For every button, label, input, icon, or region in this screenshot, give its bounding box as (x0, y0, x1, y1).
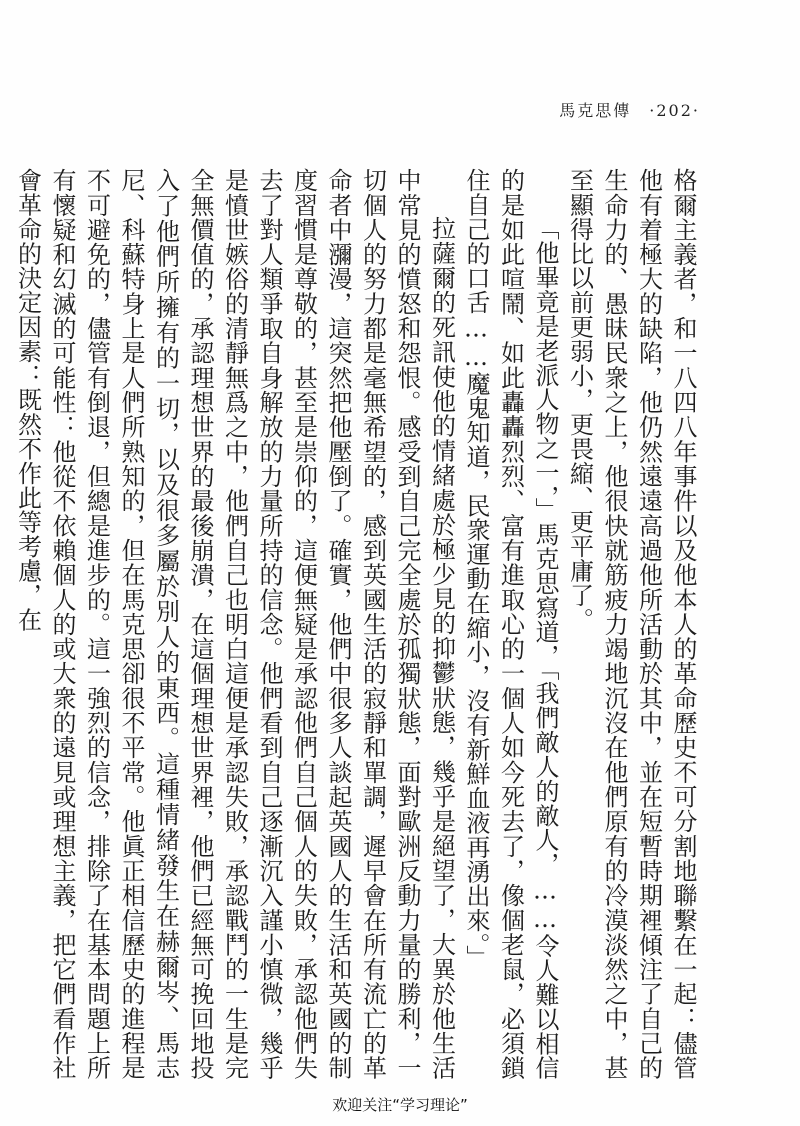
running-head (559, 98, 700, 121)
paragraph-1: 格爾主義者，和一八四八年事件以及他本人的革命歷史不可分割地聯繫在一起：儘管他有着極大的缺陷，他仍然遠遠高過他所活動於其中，並在短暫時期裡傾注了自己的生命力的、愚昧民衆之上，他很快就筋疲力竭地沉沒在他們原有的冷漠淡然之中，甚至顯得比以前更弱小，更畏縮、更平庸了。 (565, 168, 697, 1080)
paragraph-3: 拉薩爾的死訊使他的情緒處於極少見的抑鬱狀態，幾乎是絕望了，大異於他生活中常見的憤怒和怨恨。感受到自己完全處於孤獨狀態，面對歐洲反動力量的勝利，一切個人的努力都是毫無希望的，感到英國生活的寂靜和單調，遲早會在所有流亡的革命者中瀰漫，這突然把他壓倒了。確實，他們中很多人談起英國人的生活和英國的制度習慣是尊敬的，甚至是崇仰的，這便無疑是承認他們自己個人的失敗，承認他們失去了對人類爭取自身解放的力量所持的信念。他們看到自己逐漸沉入謹小慎微，幾乎是憤世嫉俗的清靜無爲之中，他們自己也明白這便是承認失敗，承認戰鬥的一生是完全無價值的，承認理想世界的最後崩潰，在這個理想世界裡，他們已經無可挽回地投入了他們所擁有的一切，以及很多屬於別人的東西。這種情緒發生在赫爾岑、馬志尼、科蘇特身上是人們所熟知的，但在馬克思卻很不平常。他眞正相信歷史的進程是不可避免的，儘管有倒退，但總是進步的。這一強烈的信念，排除了在基本問題上所有懷疑和幻滅的可能性：他從不依賴個人的或大衆的遠見或理想主義，把它們看作社會革命的決定因素：既然不作此等考慮，在 (13, 168, 456, 1080)
body-text (13, 168, 700, 1080)
page-number: ·202· (649, 101, 700, 120)
footer-note: 欢迎关注“学习理论” (332, 1096, 468, 1114)
paragraph-2: 「他畢竟是老派人物之一，」馬克思寫道，「我們敵人的敵人，……令人難以相信的是如此喧鬧、如此轟轟烈烈、富有進取心的一個人如今死去了，像個老鼠，必須鎖住自己的口舌……魔鬼知道，民衆運動在縮小，沒有新鮮血液再湧出來。」 (462, 168, 559, 1080)
book-title: 馬克思傳 (559, 101, 632, 120)
